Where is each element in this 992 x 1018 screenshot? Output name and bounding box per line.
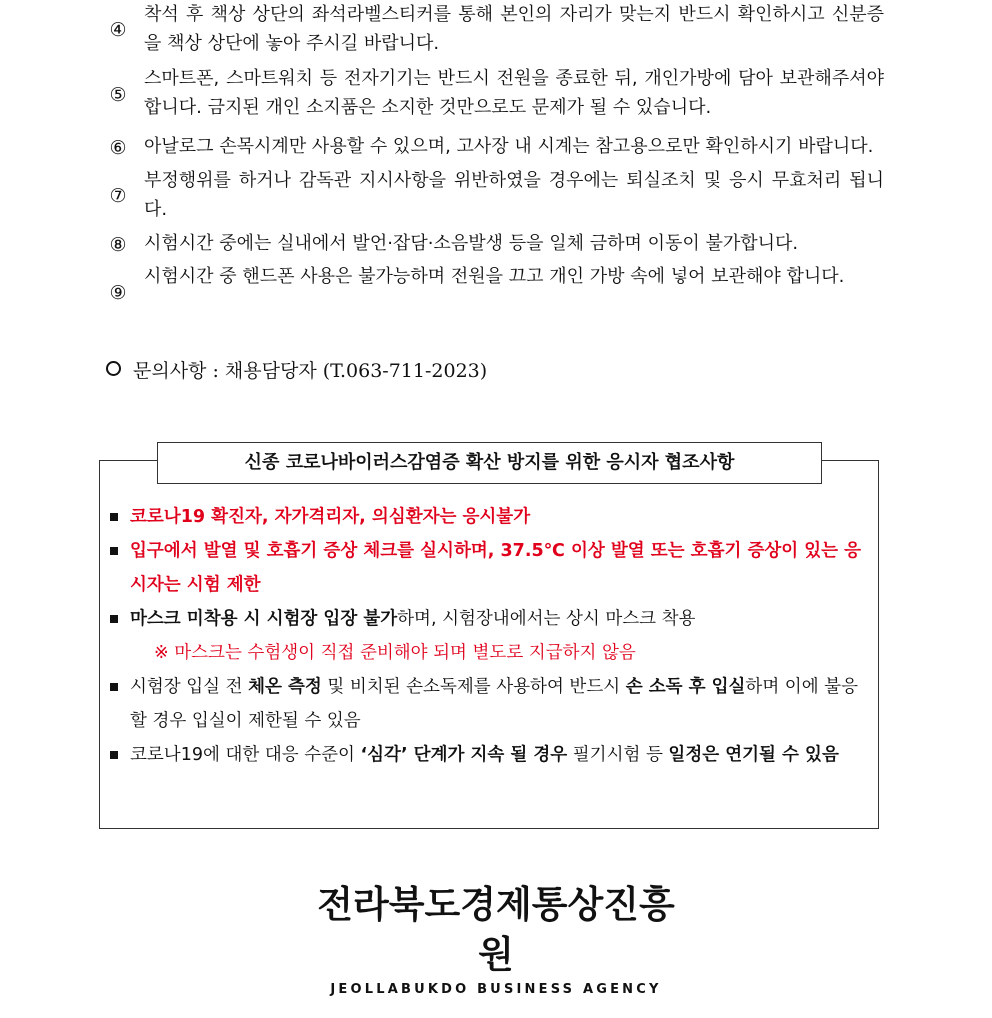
square-bullet-icon <box>110 751 118 759</box>
covid-item-text: 코로나19에 대한 대응 수준이 <box>130 745 361 765</box>
notice-number: ⑥ <box>109 137 127 159</box>
covid-item-text: 시험장 입실 전 <box>130 677 249 697</box>
square-bullet-icon <box>110 513 118 521</box>
notice-number: ④ <box>109 19 127 41</box>
square-bullet-icon <box>110 547 118 555</box>
mask-note: ※ 마스크는 수험생이 직접 준비해야 되며 별도로 지급하지 않음 <box>154 643 636 663</box>
notice-text: 시험시간 중 핸드폰 사용은 불가능하며 전원을 끄고 개인 가방 속에 넣어 보관해야 합니다. <box>144 266 845 287</box>
covid-item-emphasis: 일정은 연기될 수 있음 <box>668 745 839 765</box>
covid-item-emphasis: 손 소독 후 입실 <box>625 677 746 697</box>
logo-english-name: JEOLLABUKDO BUSINESS AGENCY <box>330 982 662 997</box>
notice-number: ⑤ <box>109 84 127 106</box>
covid-item-text: 필기시험 등 <box>567 745 669 765</box>
covid-item-text: 코로나19 확진자, 자가격리자, 의심환자는 응시불가 <box>130 507 531 527</box>
covid-item-text: 하며, 시험장내에서는 상시 마스크 착용 <box>397 609 696 629</box>
covid-item <box>108 500 868 534</box>
covid-item <box>108 534 868 602</box>
contact-text: 문의사항 : 채용담당자 (T.063-711-2023) <box>133 360 488 382</box>
organization-logo <box>300 880 692 1000</box>
covid-item-text: 하며 이에 불응할 경우 입실이 제한될 수 있음 <box>130 677 858 731</box>
covid-item-emphasis: 체온 측정 <box>248 677 322 697</box>
covid-item <box>108 602 868 670</box>
notice-text: 아날로그 손목시계만 사용할 수 있으며, 고사장 내 시계는 참고용으로만 확인하시기 바랍니다. <box>144 136 874 157</box>
covid-notice-list <box>108 500 868 772</box>
square-bullet-icon <box>110 615 118 623</box>
bullet-circle-icon <box>106 361 121 376</box>
covid-item-text: 및 비치된 손소독제를 사용하여 반드시 <box>321 677 626 697</box>
notice-text: 스마트폰, 스마트워치 등 전자기기는 반드시 전원을 종료한 뒤, 개인가방에 담아 보관해주셔야 합니다. 금지된 개인 소지품은 소지한 것만으로도 문제가 될 수 있습니다. <box>144 68 884 118</box>
notice-number: ⑧ <box>109 234 127 256</box>
notice-item <box>106 64 886 124</box>
notice-item <box>106 0 886 60</box>
covid-item-text: 입구에서 발열 및 호흡기 증상 체크를 실시하며, 37.5℃ 이상 발열 또는 호흡기 증상이 있는 응시자는 시험 제한 <box>130 541 862 595</box>
notice-text: 착석 후 책상 상단의 좌석라벨스티커를 통해 본인의 자리가 맞는지 반드시 확인하시고 신분증을 책상 상단에 놓아 주시길 바랍니다. <box>144 4 884 54</box>
notice-item <box>106 132 886 162</box>
notice-text: 부정행위를 하거나 감독관 지시사항을 위반하였을 경우에는 퇴실조치 및 응시 무효처리 됩니다. <box>144 170 884 220</box>
square-bullet-icon <box>110 683 118 691</box>
notice-item <box>106 166 886 226</box>
notice-item <box>106 262 886 322</box>
logo-korean-name: 전라북도경제통상진흥원 <box>317 883 675 976</box>
covid-item-emphasis: 마스크 미착용 시 시험장 입장 불가 <box>130 609 398 629</box>
covid-item <box>108 670 868 738</box>
covid-item-emphasis: ‘심각’ 단계가 지속 될 경우 <box>360 745 568 765</box>
notice-text: 시험시간 중에는 실내에서 발언·잡담·소음발생 등을 일체 금하며 이동이 불가합니다. <box>144 233 799 254</box>
contact-info <box>106 356 487 386</box>
notice-number: ⑦ <box>109 185 127 207</box>
notice-item <box>106 229 886 259</box>
notice-number: ⑨ <box>109 282 127 304</box>
covid-notice-title: 신종 코로나바이러스감염증 확산 방지를 위한 응시자 협조사항 <box>157 442 822 484</box>
covid-item <box>108 738 868 772</box>
